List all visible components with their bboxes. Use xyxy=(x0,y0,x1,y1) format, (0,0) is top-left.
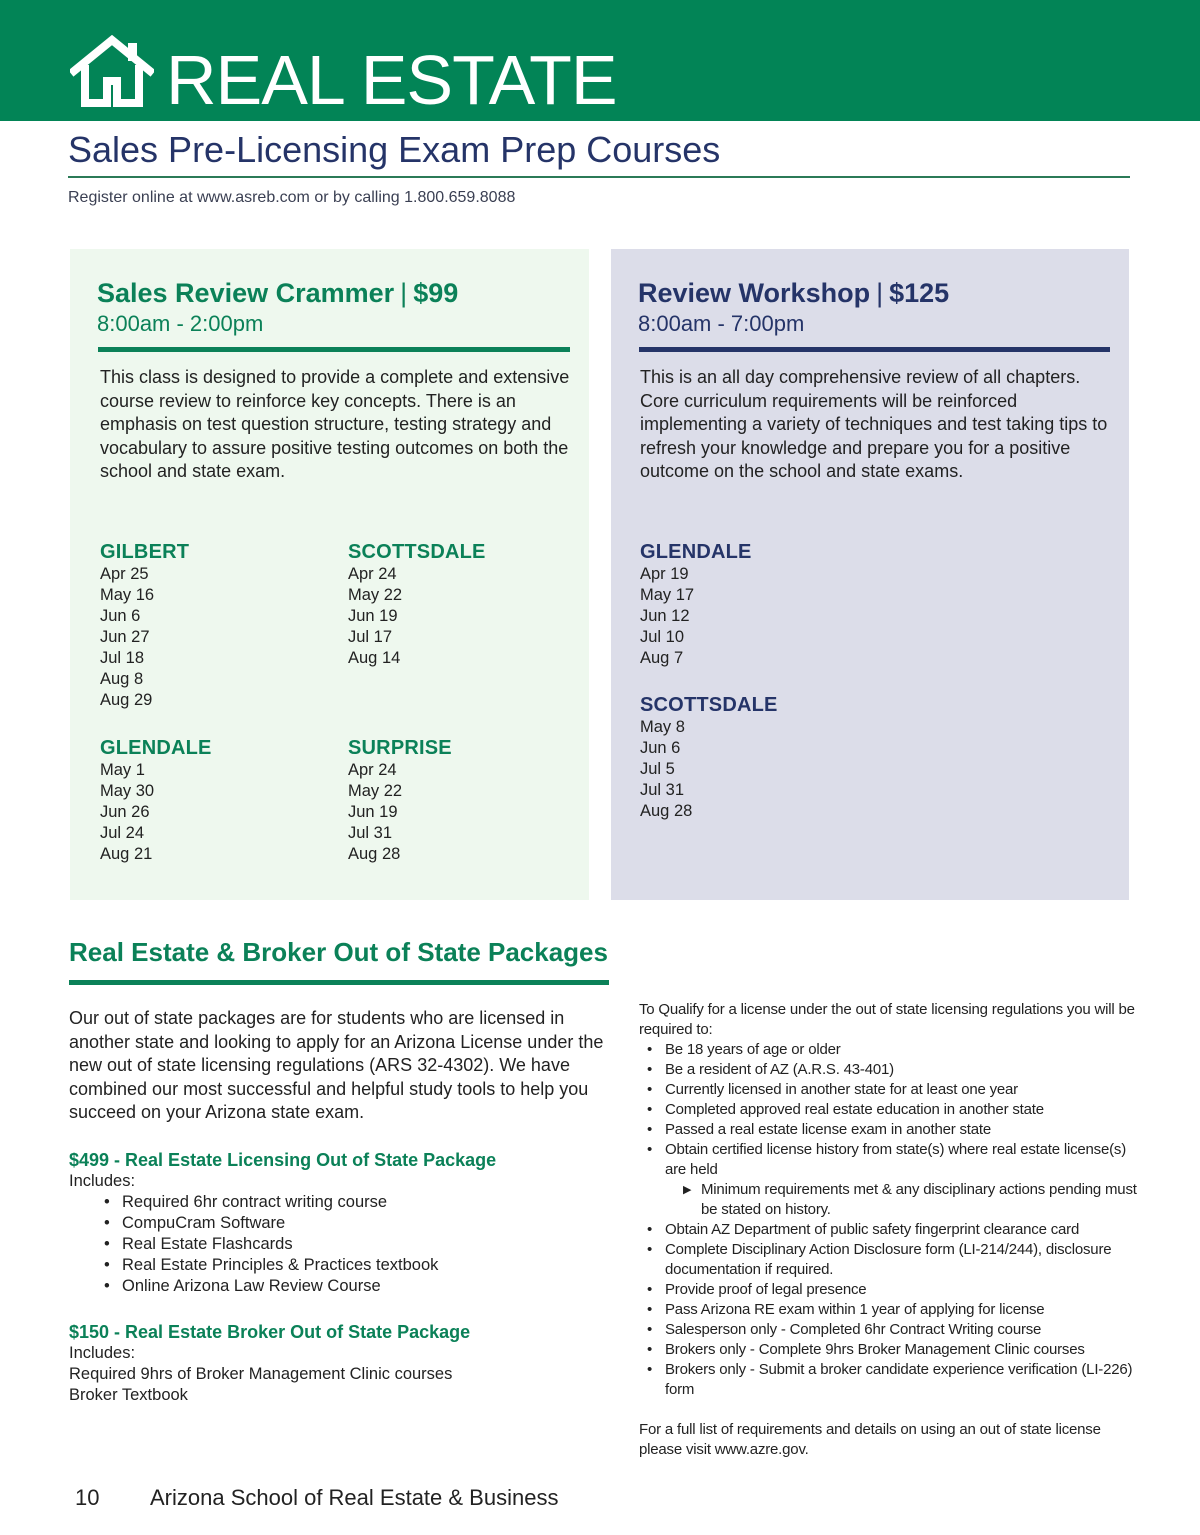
date-list xyxy=(348,760,452,865)
location-block-scottsdale xyxy=(348,540,486,669)
page-number: 10 xyxy=(75,1485,100,1510)
location-name: GLENDALE xyxy=(640,541,752,563)
course-divider xyxy=(98,347,570,352)
requirement-item: • Completed approved real estate education in another state xyxy=(647,1100,1139,1120)
includes-label: Includes: xyxy=(69,1344,136,1362)
date-item: May 17 xyxy=(640,586,695,604)
date-item: May 30 xyxy=(100,782,155,800)
date-item: Jul 5 xyxy=(640,760,675,778)
package-item: • Required 6hr contract writing course xyxy=(104,1192,438,1213)
title-separator: | xyxy=(876,278,884,308)
register-info: Register online at www.asreb.com or by calling 1.800.659.8088 xyxy=(68,189,516,206)
package-item: • Online Arizona Law Review Course xyxy=(104,1276,438,1297)
out-of-state-divider xyxy=(69,980,609,985)
location-name: GILBERT xyxy=(100,541,190,563)
date-item: May 22 xyxy=(348,782,403,800)
location-block-glendale xyxy=(100,736,212,865)
date-item: Jul 31 xyxy=(640,781,685,799)
date-item: May 8 xyxy=(640,718,685,736)
package-title: $150 - Real Estate Broker Out of State Package xyxy=(69,1322,471,1342)
date-item: Aug 28 xyxy=(640,802,693,820)
course-name: Review Workshop xyxy=(638,278,871,308)
date-item: Aug 14 xyxy=(348,649,401,667)
date-list xyxy=(348,564,486,669)
course-description: This is an all day comprehensive review of all chapters. Core curriculum requirements will be reinforced implementing a variety of techniques and test taking tips to refresh your knowledge and prepare you for a positive outcome on the school and state exams. xyxy=(640,367,1108,481)
location-name: SCOTTSDALE xyxy=(348,541,486,563)
package-items xyxy=(104,1192,438,1297)
date-item: Jul 17 xyxy=(348,628,393,646)
requirement-list xyxy=(647,1040,1139,1400)
location-name: GLENDALE xyxy=(100,737,212,759)
out-of-state-heading: Real Estate & Broker Out of State Packages xyxy=(69,937,608,967)
house-icon xyxy=(70,35,154,107)
course-title xyxy=(638,277,949,309)
date-list xyxy=(100,760,212,865)
date-item: Apr 24 xyxy=(348,565,397,583)
out-of-state-intro: Our out of state packages are for students who are licensed in another state and looking to apply for an Arizona License under the new out of state licensing regulations (ARS 32-4302). We have combined our most successful and helpful study tools to help you succeed on your Arizona state exam. xyxy=(69,1008,604,1122)
requirement-item: • Brokers only - Complete 9hrs Broker Management Clinic courses xyxy=(647,1340,1139,1360)
requirement-item: • Be a resident of AZ (A.R.S. 43-401) xyxy=(647,1060,1139,1080)
location-name: SCOTTSDALE xyxy=(640,694,778,716)
course-time: 8:00am - 2:00pm xyxy=(97,311,264,336)
requirement-subitem: ▶ Minimum requirements met & any disciplinary actions pending must be stated on history. xyxy=(683,1180,1139,1220)
location-block-glendale xyxy=(640,540,752,669)
date-item: Aug 7 xyxy=(640,649,684,667)
date-item: Apr 24 xyxy=(348,761,397,779)
date-item: Jul 18 xyxy=(100,649,145,667)
date-item: Apr 25 xyxy=(100,565,149,583)
package-items xyxy=(69,1364,452,1406)
date-item: May 1 xyxy=(100,761,145,779)
date-item: May 22 xyxy=(348,586,403,604)
location-name: SURPRISE xyxy=(348,737,452,759)
location-block-scottsdale xyxy=(640,693,778,822)
requirement-item: • Salesperson only - Completed 6hr Contract Writing course xyxy=(647,1320,1139,1340)
date-item: Jul 24 xyxy=(100,824,145,842)
requirement-item: • Currently licensed in another state for at least one year xyxy=(647,1080,1139,1100)
requirement-item: • Be 18 years of age or older xyxy=(647,1040,1139,1060)
requirement-item: • Obtain AZ Department of public safety fingerprint clearance card xyxy=(647,1220,1139,1240)
package-item: • Real Estate Principles & Practices textbook xyxy=(104,1255,438,1276)
date-item: Jun 19 xyxy=(348,803,398,821)
requirement-item: • Provide proof of legal presence xyxy=(647,1280,1139,1300)
location-block-surprise xyxy=(348,736,452,865)
requirement-text: Obtain certified license history from state(s) where real estate license(s) are held xyxy=(665,1141,1127,1178)
date-item: Jun 27 xyxy=(100,628,150,646)
date-item: Jul 31 xyxy=(348,824,393,842)
package-item: • CompuCram Software xyxy=(104,1213,438,1234)
requirement-item: • Brokers only - Submit a broker candidate experience verification (LI-226) form xyxy=(647,1360,1139,1400)
date-item: Jun 19 xyxy=(348,607,398,625)
requirement-item: • Pass Arizona RE exam within 1 year of applying for license xyxy=(647,1300,1139,1320)
requirement-item xyxy=(647,1140,1139,1220)
package-item: Broker Textbook xyxy=(69,1386,188,1404)
date-list xyxy=(640,564,752,669)
date-item: Jun 6 xyxy=(640,739,681,757)
date-item: Jul 10 xyxy=(640,628,685,646)
package-title: $499 - Real Estate Licensing Out of State Package xyxy=(69,1150,497,1170)
subtitle-divider xyxy=(68,176,1130,178)
qualification-requirements xyxy=(639,1000,1139,1460)
date-list xyxy=(100,564,189,711)
requirement-sublist xyxy=(683,1180,1139,1220)
date-item: Aug 28 xyxy=(348,845,401,863)
qualify-footer-note: For a full list of requirements and details on using an out of state license please visit www.azre.gov. xyxy=(639,1421,1101,1458)
includes-label: Includes: xyxy=(69,1172,136,1190)
course-price: $125 xyxy=(889,278,950,308)
title-separator: | xyxy=(400,278,408,308)
course-divider xyxy=(639,347,1110,352)
section-subtitle: Sales Pre-Licensing Exam Prep Courses xyxy=(68,129,721,170)
date-item: May 16 xyxy=(100,586,155,604)
date-item: Jun 6 xyxy=(100,607,141,625)
requirement-item: • Complete Disciplinary Action Disclosure form (LI-214/244), disclosure documentation if required. xyxy=(647,1240,1139,1280)
date-item: Aug 21 xyxy=(100,845,153,863)
requirement-item: • Passed a real estate license exam in another state xyxy=(647,1120,1139,1140)
date-item: Jun 26 xyxy=(100,803,150,821)
date-item: Aug 29 xyxy=(100,691,153,709)
qualify-intro: To Qualify for a license under the out of state licensing regulations you will be required to: xyxy=(639,1001,1135,1038)
course-price: $99 xyxy=(413,278,459,308)
date-item: Jun 12 xyxy=(640,607,690,625)
course-title xyxy=(97,277,458,309)
course-time: 8:00am - 7:00pm xyxy=(638,311,805,336)
date-list xyxy=(640,717,778,822)
footer-school-name: Arizona School of Real Estate & Business xyxy=(150,1485,559,1510)
course-name: Sales Review Crammer xyxy=(97,278,395,308)
page-title: REAL ESTATE xyxy=(166,41,617,119)
date-item: Aug 8 xyxy=(100,670,144,688)
date-item: Apr 19 xyxy=(640,565,689,583)
location-block-gilbert xyxy=(100,540,189,711)
package-item: • Real Estate Flashcards xyxy=(104,1234,438,1255)
package-item: Required 9hrs of Broker Management Clinic courses xyxy=(69,1365,453,1383)
course-description: This class is designed to provide a complete and extensive course review to reinforce key concepts. There is an emphasis on test question structure, testing strategy and vocabulary to assure positive testing outcomes on both the school and state exam. xyxy=(100,367,570,481)
